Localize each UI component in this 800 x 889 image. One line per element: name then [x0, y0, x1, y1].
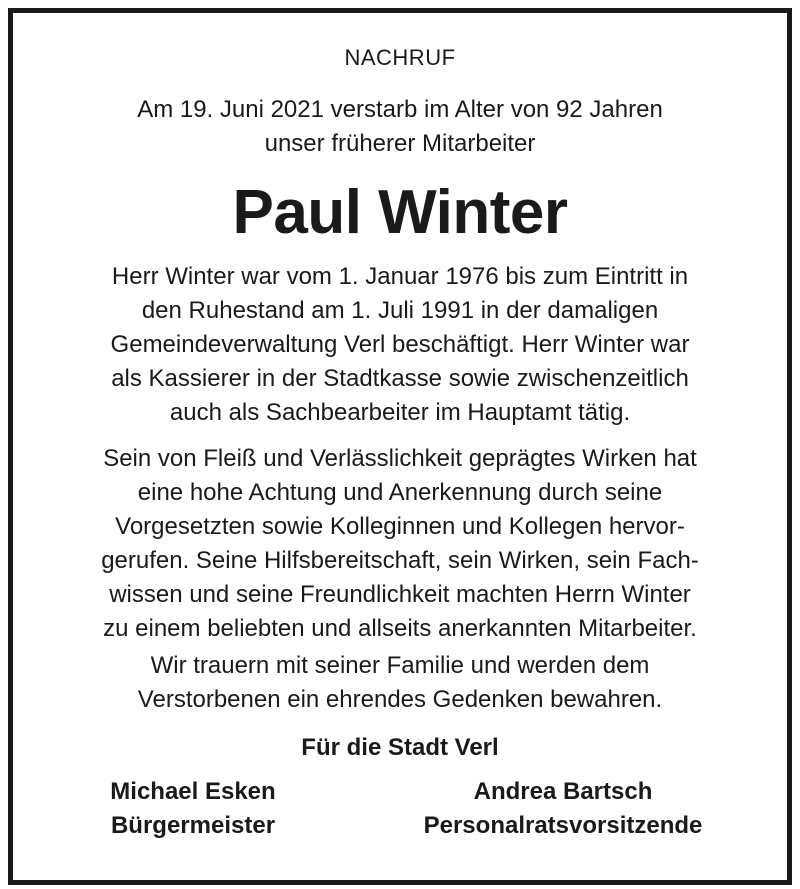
paragraph-line: Sein von Fleiß und Verlässlichkeit geprägtes Wirken hat — [103, 445, 697, 472]
intro-line: unser früherer Mitarbeiter — [264, 130, 536, 157]
signatory-mayor — [73, 775, 313, 843]
paragraph-line: eine hohe Achtung und Anerkennung durch seine — [137, 479, 663, 506]
paragraph-line: Wir trauern mit seiner Familie und werden dem — [150, 652, 650, 679]
paragraph-line: den Ruhestand am 1. Juli 1991 in der damaligen — [141, 297, 659, 324]
paragraph-line: auch als Sachbearbeiter im Hauptamt tätig. — [169, 399, 631, 426]
notice-heading: NACHRUF — [344, 45, 456, 70]
career-paragraph — [33, 260, 767, 430]
intro-line: Am 19. Juni 2021 verstarb im Alter von 92 Jahren — [137, 96, 663, 123]
tribute-paragraph — [33, 442, 767, 646]
paragraph-line: wissen und seine Freundlichkeit machten Herrn Winter — [109, 581, 691, 608]
paragraph-line: gerufen. Seine Hilfsbereitschaft, sein Wirken, sein Fach- — [101, 547, 699, 574]
signatory-name: Andrea Bartsch — [473, 778, 653, 805]
condolence-paragraph — [33, 649, 767, 717]
paragraph-line: Verstorbenen ein ehrendes Gedenken bewahren. — [137, 686, 663, 713]
paragraph-line: Vorgesetzten sowie Kolleginnen und Kollegen hervor- — [115, 513, 685, 540]
paragraph-line: Gemeindeverwaltung Verl beschäftigt. Herr Winter war — [110, 331, 690, 358]
signatory-name: Michael Esken — [110, 778, 276, 805]
signatory-staff-council — [383, 775, 743, 843]
deceased-name: Paul Winter — [232, 178, 568, 247]
paragraph-line: Herr Winter war vom 1. Januar 1976 bis zum Eintritt in — [111, 263, 689, 290]
organization-name: Für die Stadt Verl — [301, 734, 499, 761]
signatory-role: Personalratsvorsitzende — [423, 812, 703, 839]
paragraph-line: als Kassierer in der Stadtkasse sowie zwischenzeitlich — [111, 365, 689, 392]
intro-text — [13, 93, 787, 161]
signatory-role: Bürgermeister — [110, 812, 276, 839]
paragraph-line: zu einem beliebten und allseits anerkannten Mitarbeiter. — [103, 615, 697, 642]
